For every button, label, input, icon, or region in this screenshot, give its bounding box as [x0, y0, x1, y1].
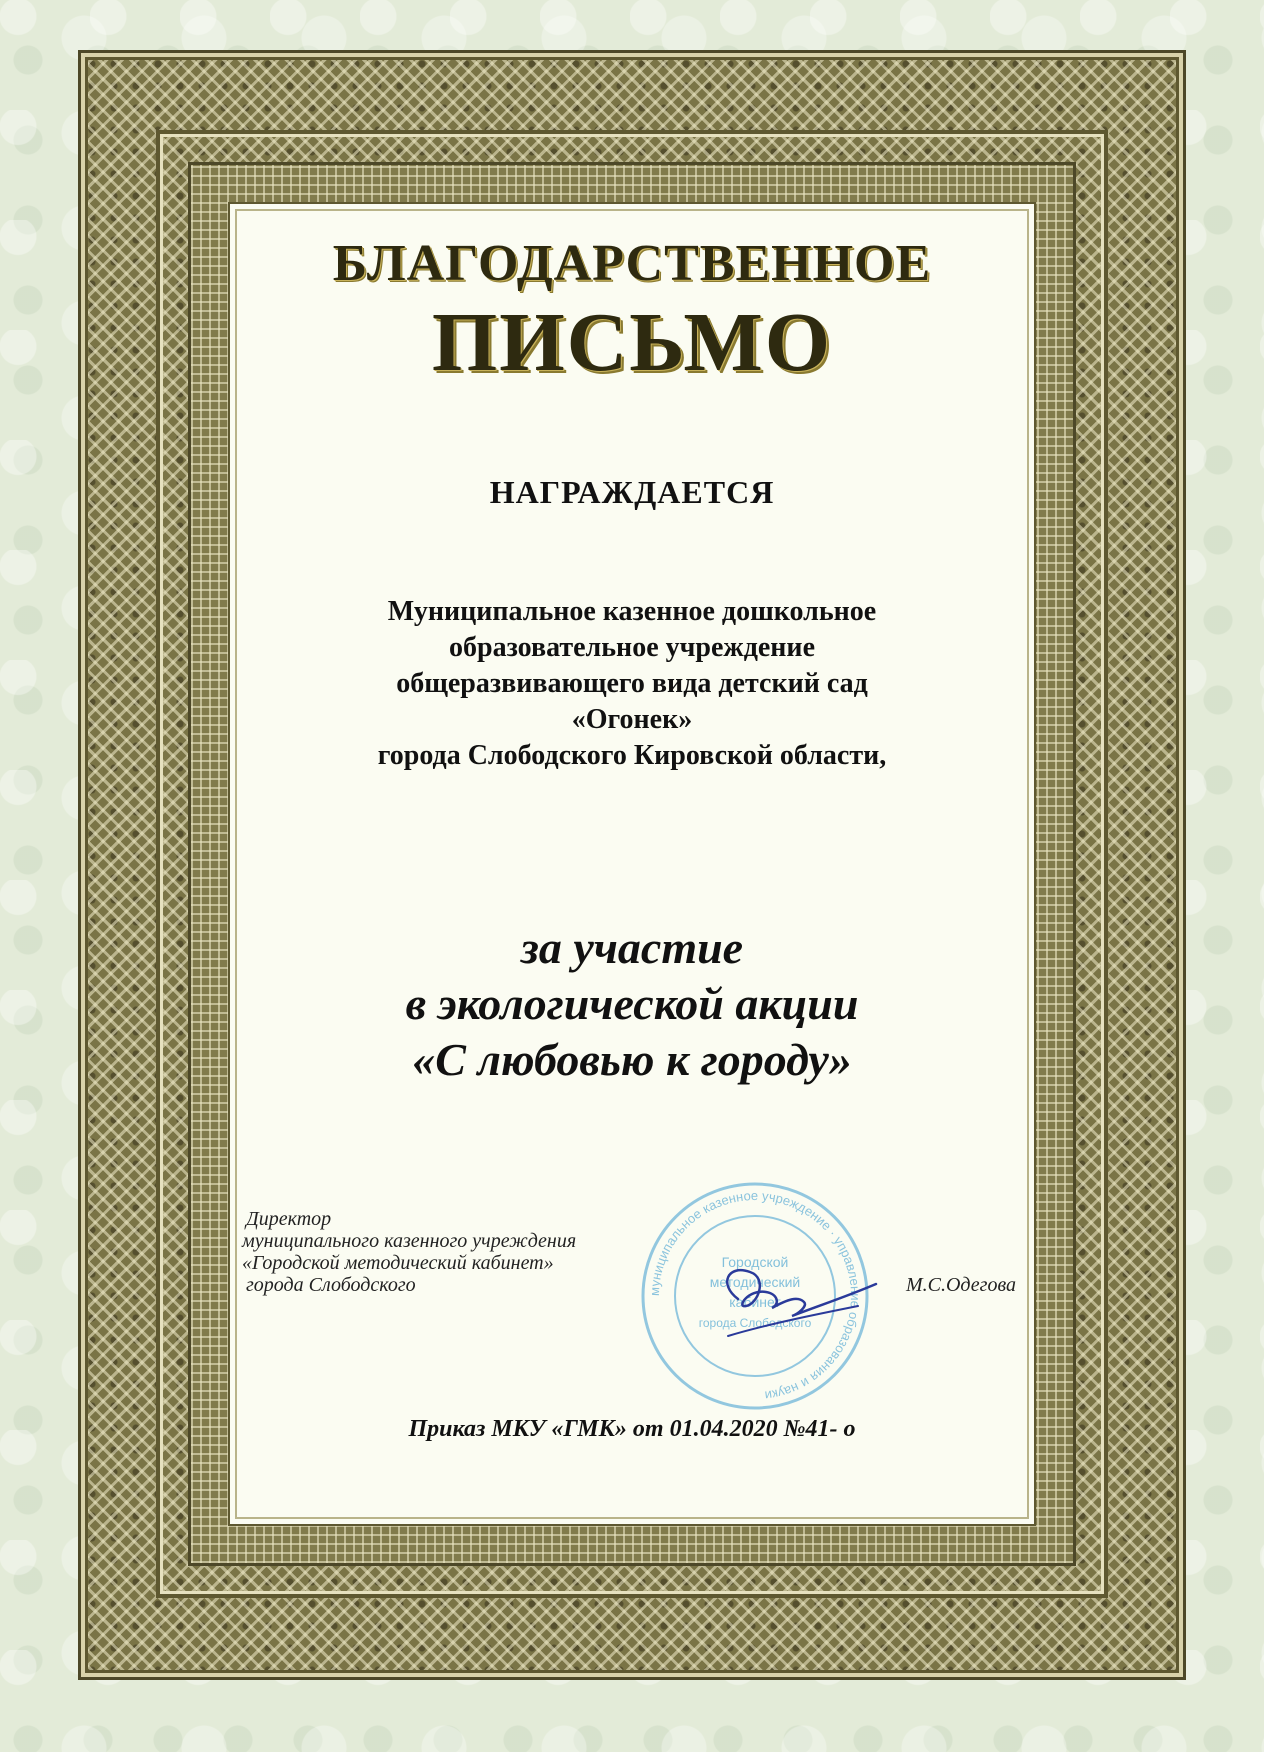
award-reason: [230, 920, 1034, 1088]
recipient-line: города Слободского Кировской области,: [377, 740, 887, 771]
stamp-inner-line: кабинет: [729, 1294, 781, 1310]
stamp-inner-line: Городской: [721, 1254, 789, 1270]
recipient-line: общеразвивающего вида детский сад: [396, 668, 868, 699]
recipient-line: «Огонек»: [571, 704, 693, 735]
handwritten-signature: [708, 1244, 878, 1344]
stamp-inner-line: методический: [709, 1274, 801, 1290]
recipient-line: Муниципальное казенное дошкольное: [387, 596, 877, 627]
recipient-block: [230, 594, 1034, 774]
awarded-heading: НАГРАЖДАЕТСЯ: [489, 474, 775, 510]
signer-line: города Слободского: [246, 1274, 416, 1296]
certificate-title-line2: ПИСЬМО: [431, 296, 833, 389]
certificate-title-line1: БЛАГОДАРСТВЕННОЕ: [332, 235, 932, 292]
reason-line: «С любовью к городу»: [412, 1034, 852, 1085]
order-reference: Приказ МКУ «ГМК» от 01.04.2020 №41- о: [408, 1416, 856, 1442]
certificate-content: [228, 202, 1036, 1526]
reason-line: в экологической акции: [405, 978, 859, 1029]
stamp-inner-line: города Слободского: [698, 1316, 812, 1330]
signer-line: «Городской методический кабинет»: [242, 1252, 554, 1274]
signer-line: Директор: [246, 1208, 332, 1230]
recipient-line: образовательное учреждение: [449, 632, 815, 663]
reason-line: за участие: [520, 922, 744, 973]
signer-name: М.С.Одегова: [905, 1274, 1016, 1296]
stamp-outer-text: муниципальное казенное учреждение · управление образования и науки: [646, 1187, 864, 1404]
signer-line: муниципального казенного учреждения: [242, 1230, 577, 1252]
signer-title-block: [242, 1208, 576, 1296]
